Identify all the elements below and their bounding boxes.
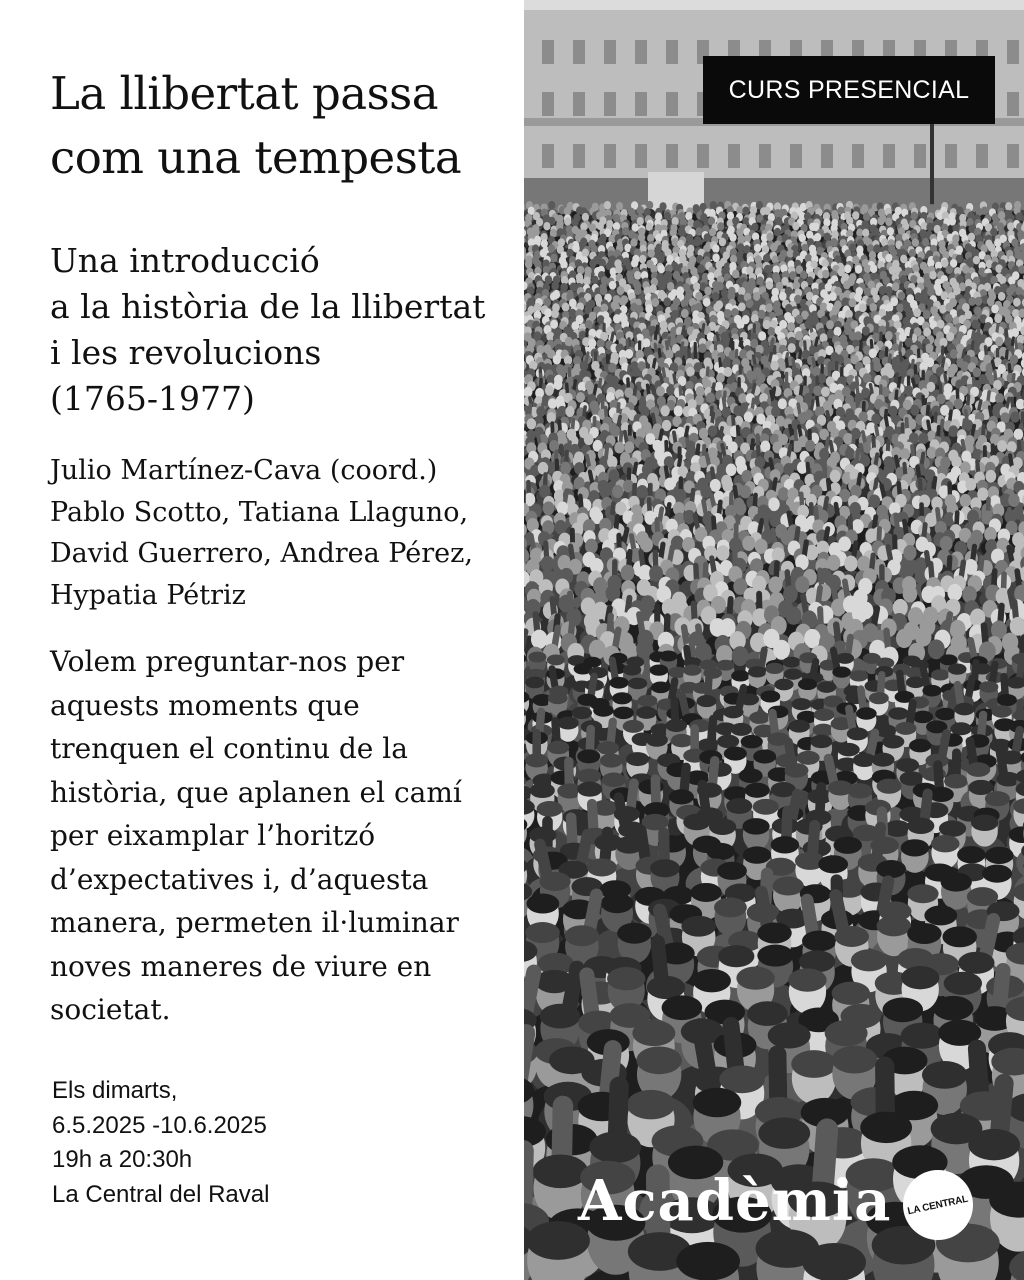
description-line: història, que aplanen el camí [50, 775, 462, 809]
schedule-info [52, 1074, 492, 1212]
authors-list [50, 450, 520, 616]
description-line: per eixamplar l’horitzó [50, 819, 376, 852]
subtitle-line: (1765-1977) [50, 379, 255, 418]
subtitle-line: Una introducció [50, 241, 320, 280]
course-type-badge [703, 56, 995, 124]
academia-logo-wordmark: Acadèmia [578, 1168, 892, 1234]
crowd-photo-illustration [524, 0, 1024, 1280]
subtitle-line: i les revolucions [50, 333, 322, 372]
course-subtitle [50, 238, 520, 422]
description-line: manera, permeten il·luminar [50, 906, 459, 939]
la-central-seal-text: LA CENTRAL [906, 1193, 970, 1217]
schedule-time: 19h a 20:30h [52, 1146, 193, 1173]
authors-line: Pablo Scotto, Tatiana Llaguno, [50, 496, 469, 528]
authors-line: David Guerrero, Andrea Pérez, [50, 538, 473, 569]
course-description [50, 640, 515, 1032]
course-title [50, 62, 510, 190]
description-line: d’expectatives i, d’aquesta [50, 862, 429, 896]
schedule-dates: 6.5.2025 -10.6.2025 [52, 1111, 267, 1139]
la-central-logo-icon [903, 1170, 973, 1240]
authors-line: Hypatia Pétriz [50, 579, 246, 611]
authors-line: Julio Martínez-Cava (coord.) [50, 455, 438, 486]
subtitle-line: a la història de la llibertat [50, 287, 486, 326]
title-line: com una tempesta [50, 131, 462, 184]
crowd-heads [524, 201, 1024, 1280]
description-line: societat. [50, 993, 171, 1026]
title-line: La llibertat passa [50, 67, 439, 120]
schedule-day: Els dimarts, [52, 1077, 178, 1104]
schedule-venue: La Central del Raval [52, 1180, 270, 1208]
description-line: aquests moments que [50, 688, 360, 722]
description-line: noves maneres de viure en [50, 949, 432, 983]
description-line: Volem preguntar-nos per [50, 645, 405, 678]
description-line: trenquen el continu de la [50, 732, 408, 765]
crowd-protest-photo [524, 0, 1024, 1280]
badge-label: CURS PRESENCIAL [728, 75, 970, 104]
